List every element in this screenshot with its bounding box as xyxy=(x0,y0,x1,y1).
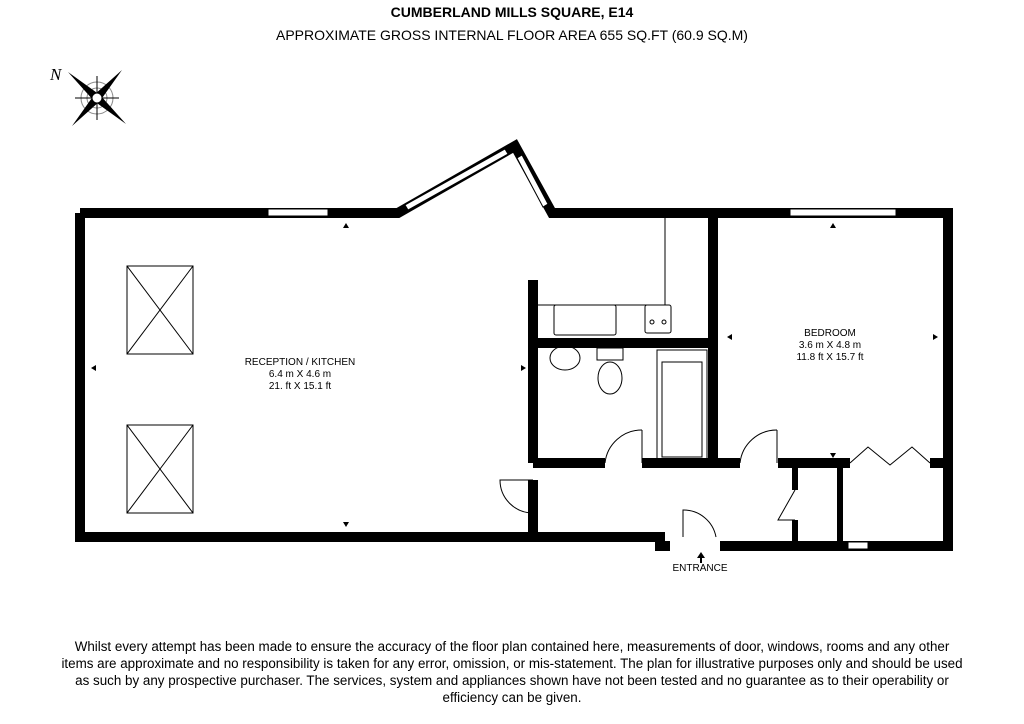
disclaimer: Whilst every attempt has been made to ensure the accuracy of the floor plan contained here, measurements of door, windows, rooms and any other items are approximate and no responsibility is taken for any error, omission, or mis-statement. The plan for illustrative purposes only and should be used as such by any prospective purchaser. The services, system and appliances shown have not been tested and no guarantee as to their operability or efficiency can be given. xyxy=(61,639,963,705)
room-imperial: 21. ft X 15.1 ft xyxy=(268,381,332,392)
dimension-markers xyxy=(91,223,938,563)
room-metric: 3.6 m X 4.8 m xyxy=(798,340,862,351)
room-name: BEDROOM xyxy=(804,328,856,339)
room-label-bedroom xyxy=(760,328,900,364)
plan-title: CUMBERLAND MILLS SQUARE, E14 xyxy=(390,4,634,20)
room-metric: 6.4 m X 4.6 m xyxy=(268,369,332,380)
room-imperial: 11.8 ft X 15.7 ft xyxy=(796,352,864,363)
room-name: RECEPTION / KITCHEN xyxy=(244,357,356,368)
room-label-reception-kitchen xyxy=(230,357,370,393)
floor-area: APPROXIMATE GROSS INTERNAL FLOOR AREA 655 SQ.FT (60.9 SQ.M) xyxy=(276,27,748,43)
north-label: N xyxy=(50,65,62,84)
entrance-label: ENTRANCE xyxy=(672,563,728,574)
compass-icon xyxy=(49,65,126,126)
